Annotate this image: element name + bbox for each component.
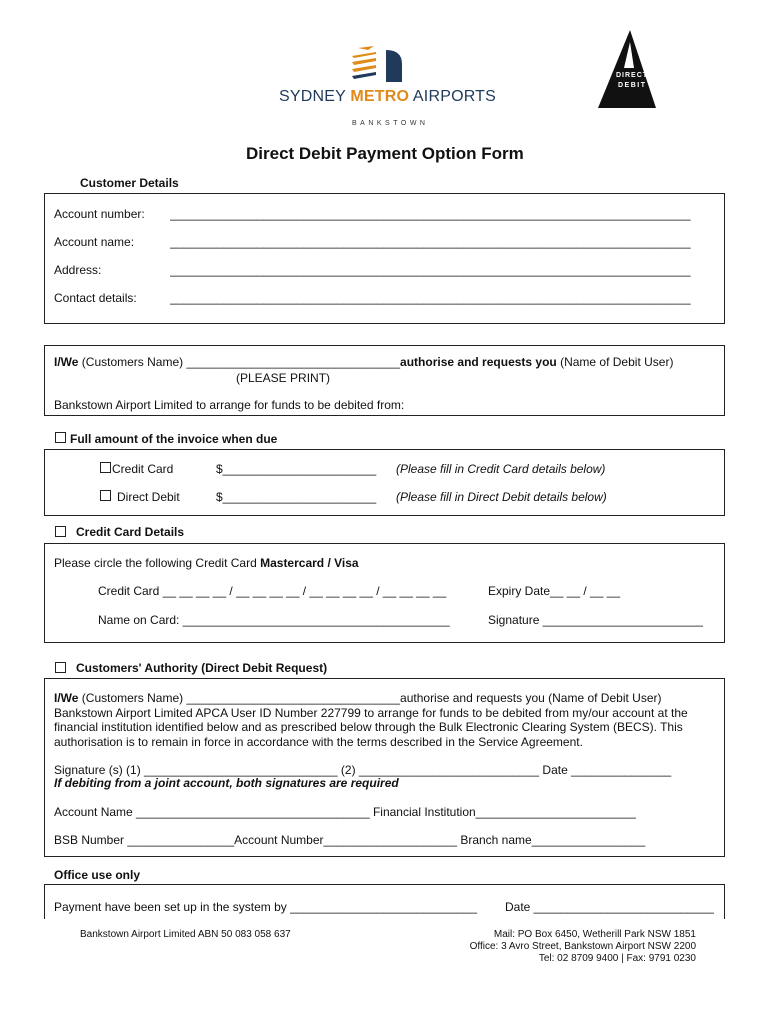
credit-card-option-label: Credit Card bbox=[112, 462, 174, 476]
iwe-label: I/We bbox=[54, 355, 79, 369]
credit-card-note: (Please fill in Credit Card details below) bbox=[396, 462, 606, 476]
office-use-heading: Office use only bbox=[54, 868, 141, 882]
contact-details-label: Contact details: bbox=[54, 291, 137, 305]
authority-checkbox[interactable] bbox=[55, 662, 66, 673]
address-field[interactable]: ______________________________________________________________________________ bbox=[170, 263, 691, 277]
logo-word-airports: AIRPORTS bbox=[412, 88, 497, 105]
authority-iwe-label: I/We bbox=[54, 691, 79, 705]
circle-card-instruction: Please circle the following Credit Card bbox=[54, 556, 261, 570]
footer-mail: Mail: PO Box 6450, Wetherill Park NSW 1851 bbox=[493, 929, 696, 940]
account-number-label: Account number: bbox=[54, 207, 145, 221]
name-on-card-field[interactable]: Name on Card: ________________________________________ bbox=[98, 613, 450, 627]
logo-word-metro: METRO bbox=[350, 88, 410, 105]
customers-name-field[interactable]: (Customers Name) ________________________________ bbox=[78, 355, 401, 369]
footer-office: Office: 3 Avro Street, Bankstown Airport NSW 2200 bbox=[469, 941, 696, 952]
footer-tel: Tel: 02 8709 9400 | Fax: 9791 0230 bbox=[538, 953, 696, 964]
authority-line3: financial institution identified below and as prescribed below through the Bulk Electronic Clearing System (BECS). This bbox=[54, 720, 683, 734]
sydney-metro-airports-logo bbox=[276, 44, 506, 134]
account-number-field[interactable]: ______________________________________________________________________________ bbox=[170, 207, 691, 221]
direct-debit-note: (Please fill in Direct Debit details below) bbox=[396, 490, 607, 504]
authority-line1 bbox=[54, 691, 662, 705]
card-signature-field[interactable]: Signature ________________________ bbox=[488, 613, 703, 627]
credit-card-details-checkbox[interactable] bbox=[55, 526, 66, 537]
debit-user-text: (Name of Debit User) bbox=[556, 355, 674, 369]
customer-details-heading: Customer Details bbox=[80, 176, 179, 190]
direct-debit-checkbox[interactable] bbox=[100, 490, 111, 501]
contact-details-field[interactable]: ______________________________________________________________________________ bbox=[170, 291, 691, 305]
office-date-field[interactable]: Date ___________________________ bbox=[505, 900, 714, 914]
account-name-label: Account name: bbox=[54, 235, 135, 249]
system-setup-field[interactable]: Payment have been set up in the system by ____________________________ bbox=[54, 900, 477, 914]
bsb-account-branch-fields[interactable]: BSB Number ________________Account Number____________________ Branch name_________________ bbox=[54, 833, 646, 847]
account-name-institution-fields[interactable]: Account Name ___________________________________ Financial Institution________________________ bbox=[54, 805, 636, 819]
logo-word-sydney: SYDNEY bbox=[279, 88, 346, 105]
full-amount-label: Full amount of the invoice when due bbox=[70, 432, 278, 446]
card-types[interactable]: Mastercard / Visa bbox=[260, 556, 359, 570]
address-label: Address: bbox=[54, 263, 102, 277]
logo-subtitle: BANKSTOWN bbox=[352, 120, 429, 127]
expiry-date-field[interactable]: Expiry Date__ __ / __ __ bbox=[488, 584, 621, 598]
please-print-note: (PLEASE PRINT) bbox=[236, 371, 331, 385]
direct-debit-amount-field[interactable]: $_______________________ bbox=[216, 490, 377, 504]
full-amount-box bbox=[44, 449, 725, 516]
authority-line2: Bankstown Airport Limited APCA User ID Number 227799 to arrange for funds to be debited from my/our account at the bbox=[54, 706, 688, 720]
credit-card-checkbox[interactable] bbox=[100, 462, 111, 473]
authority-customers-name-field[interactable]: (Customers Name) ________________________________authorise and requests you (Name of Debit User) bbox=[78, 691, 662, 705]
authority-signature-fields[interactable]: Signature (s) (1) _____________________________ (2) ___________________________ Date _______________ bbox=[54, 763, 672, 777]
full-amount-checkbox[interactable] bbox=[55, 432, 66, 443]
authorise-line bbox=[54, 355, 673, 369]
dd-logo-line1: DIRECT bbox=[616, 72, 649, 79]
direct-debit-option-label: Direct Debit bbox=[117, 490, 180, 504]
credit-card-number-field[interactable]: Credit Card __ __ __ __ / __ __ __ __ / __ __ __ __ / __ __ __ __ bbox=[98, 584, 447, 598]
direct-debit-logo bbox=[596, 28, 658, 112]
authorise-bold-text: authorise and requests you bbox=[400, 355, 557, 369]
circle-card-text bbox=[54, 556, 359, 570]
airport-emblem-icon bbox=[346, 44, 426, 90]
direct-debit-emblem-icon bbox=[596, 28, 658, 112]
authority-heading: Customers' Authority (Direct Debit Request) bbox=[76, 661, 328, 675]
page-title: Direct Debit Payment Option Form bbox=[246, 144, 524, 163]
arrange-text: Bankstown Airport Limited to arrange for funds to be debited from: bbox=[54, 398, 405, 412]
footer-abn: Bankstown Airport Limited ABN 50 083 058 637 bbox=[80, 929, 291, 940]
credit-card-details-heading: Credit Card Details bbox=[76, 525, 185, 539]
dd-logo-line2: DEBIT bbox=[618, 82, 647, 89]
account-name-field[interactable]: ______________________________________________________________________________ bbox=[170, 235, 691, 249]
authority-line4: authorisation is to remain in force in accordance with the terms described in the Service Agreement. bbox=[54, 735, 583, 749]
joint-account-note: If debiting from a joint account, both signatures are required bbox=[54, 776, 399, 790]
credit-card-amount-field[interactable]: $_______________________ bbox=[216, 462, 377, 476]
